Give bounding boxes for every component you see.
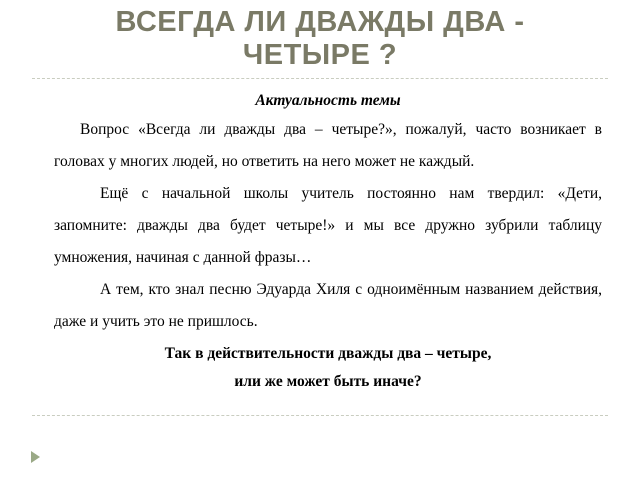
key-question-line-2: или же может быть иначе? (234, 373, 422, 390)
paragraph-3: А тем, кто знал песню Эдуарда Хиля с одноимённым названием действия, даже и учить это не пришлось. (54, 281, 602, 330)
key-question (54, 340, 602, 396)
slide-body (54, 90, 602, 396)
slide-title (40, 6, 600, 72)
key-question-line-1: Так в действительности дважды два – четыре, (164, 345, 492, 362)
bottom-divider (32, 415, 608, 416)
paragraph-1: Вопрос «Всегда ли дважды два – четыре?», пожалуй, часто возникает в головах у многих людей, но ответить на него может не каждый. (54, 121, 602, 170)
play-arrow-icon[interactable] (31, 451, 40, 463)
slide-title-line-1: ВСЕГДА ЛИ ДВАЖДЫ ДВА - (115, 6, 525, 38)
paragraph-2: Ещё с начальной школы учитель постоянно нам твердил: «Дети, запомните: дважды два будет четыре!» и мы все дружно зубрили таблицу умножения, начиная с данной фразы… (54, 185, 602, 266)
top-divider (32, 78, 608, 79)
slide-title-line-2: ЧЕТЫРЕ ? (242, 39, 398, 71)
section-heading: Актуальность темы (255, 92, 401, 109)
